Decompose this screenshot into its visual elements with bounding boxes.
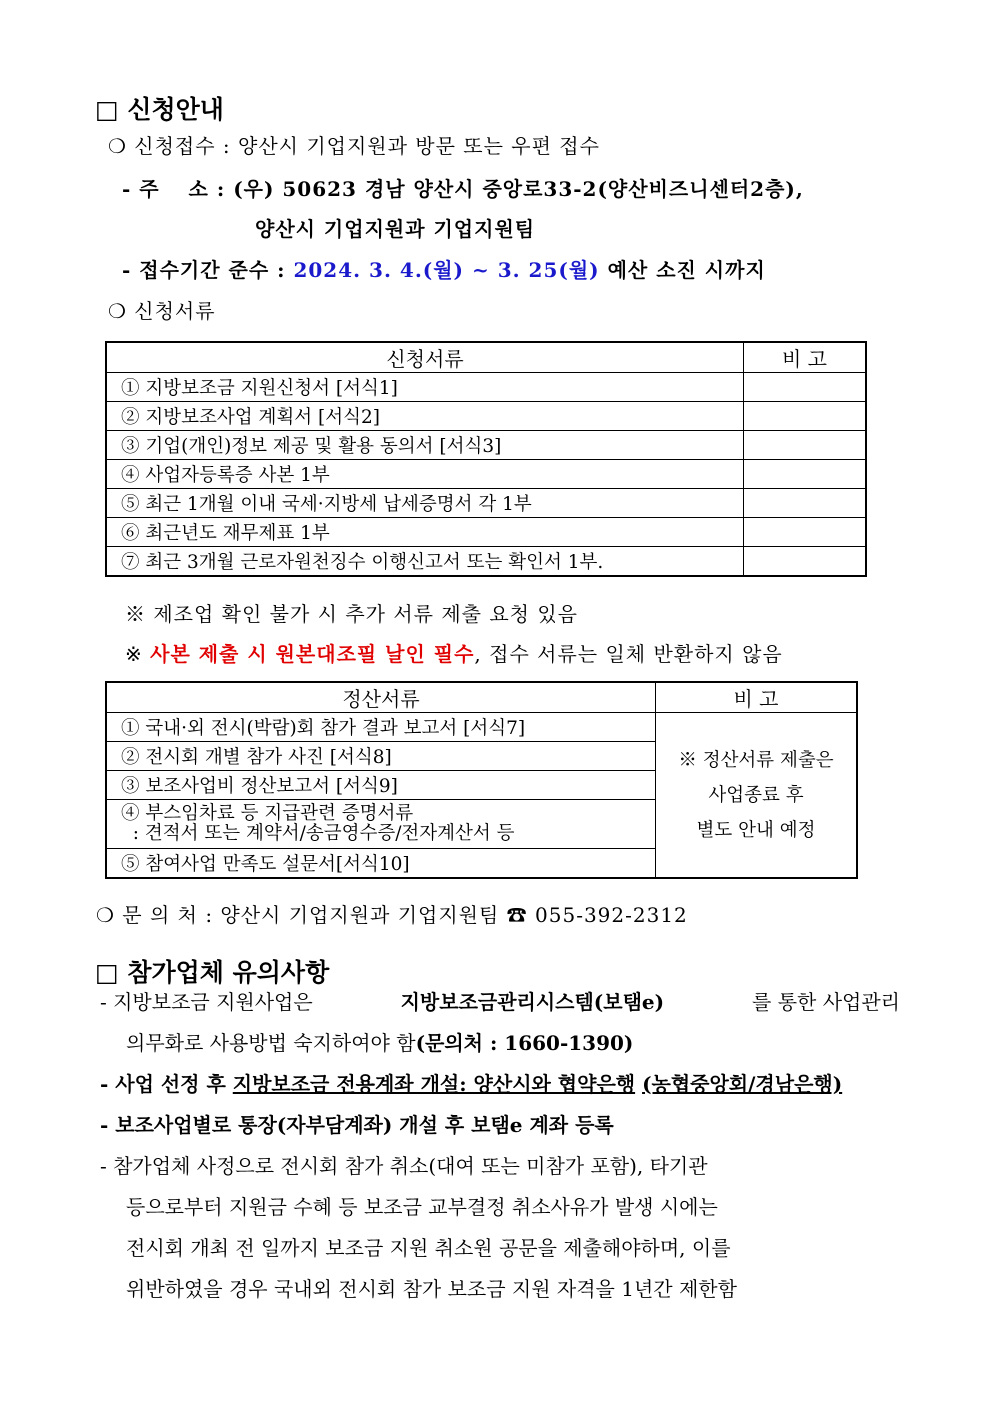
table-row: ⑤ 최근 1개월 이내 국세·지방세 납세증명서 각 1부 xyxy=(106,489,744,518)
table-row: ③ 기업(개인)정보 제공 및 활용 동의서 [서식3] xyxy=(106,431,744,460)
apply-header-remark: 비 고 xyxy=(744,342,867,373)
remark-cell xyxy=(744,518,867,547)
text-span: 의무화로 사용방법 숙지하여야 함 xyxy=(126,1031,416,1055)
remark-cell xyxy=(744,373,867,402)
period-line xyxy=(122,254,766,283)
address-value: (우) 50623 경남 양산시 중앙로33-2(양산비즈니센터2층), xyxy=(233,177,804,201)
remark-cell xyxy=(744,489,867,518)
remark-cell xyxy=(744,431,867,460)
table-row: ⑤ 참여사업 만족도 설문서[서식10] xyxy=(106,849,656,879)
address-label: - 주 소 : xyxy=(122,177,234,201)
settle-header-remark: 비 고 xyxy=(656,682,858,713)
notice-item-4-cont: 등으로부터 지원금 수혜 등 보조금 교부결정 취소사유가 발생 시에는 xyxy=(126,1195,718,1219)
contact-phone: 055-392-2312 xyxy=(527,903,688,927)
period-suffix: 예산 소진 시까지 xyxy=(599,258,766,282)
table-row xyxy=(106,800,656,849)
remark-cell xyxy=(744,402,867,431)
docs-heading: ❍ 신청서류 xyxy=(108,299,216,323)
row-sub-text: : 견적서 또는 계약서/송금영수증/전자계산서 등 xyxy=(121,823,515,844)
phone-icon: ☎ xyxy=(506,903,528,927)
text-span: (농협중앙회/경남은행) xyxy=(642,1072,843,1096)
table-row: ⑦ 최근 3개월 근로자원천징수 이행신고서 또는 확인서 1부. xyxy=(106,547,744,577)
notice-item-1-cont xyxy=(100,1023,900,1064)
notice-item-4: - 참가업체 사정으로 전시회 참가 취소(대여 또는 미참가 포함), 타기관 xyxy=(100,1154,708,1178)
settle-remark-note xyxy=(656,713,858,879)
remark-line: 사업종료 후 xyxy=(708,784,804,806)
table-row: ⑥ 최근년도 재무제표 1부 xyxy=(106,518,744,547)
notice-item-1 xyxy=(100,982,900,1023)
section-title-notices: □ 참가업체 유의사항 xyxy=(95,958,330,987)
text-span: 지방보조금관리시스템(보탬e) xyxy=(400,990,665,1014)
table-row: ② 전시회 개별 참가 사진 [서식8] xyxy=(106,742,656,771)
table-row: ② 지방보조사업 계획서 [서식2] xyxy=(106,402,744,431)
text-span: - 사업 선정 후 xyxy=(100,1072,233,1096)
reception-line: ❍ 신청접수 : 양산시 기업지원과 방문 또는 우편 접수 xyxy=(108,134,600,158)
note-red-text: 사본 제출 시 원본대조필 날인 필수 xyxy=(150,642,475,666)
text-span: 를 통한 사업관리 xyxy=(752,990,900,1014)
row-main-text: ④ 부스임차료 등 지급관련 증명서류 xyxy=(121,803,414,824)
period-dates: 2024. 3. 4.(월) ~ 3. 25(월) xyxy=(293,258,600,282)
address-line-2: 양산시 기업지원과 기업지원팀 xyxy=(255,217,536,241)
note-mark: ※ xyxy=(125,642,151,666)
contact-line xyxy=(96,899,688,928)
text-span: 지방보조금 전용계좌 개설: 양산시와 협약은행 xyxy=(232,1072,636,1096)
settle-header-docs: 정산서류 xyxy=(106,682,656,713)
text-span: - 지방보조금 지원사업은 xyxy=(100,990,313,1014)
remark-line: 별도 안내 예정 xyxy=(696,819,816,841)
notice-items xyxy=(100,982,900,1310)
note-manufacturing: ※ 제조업 확인 불가 시 추가 서류 제출 요청 있음 xyxy=(125,602,578,626)
table-row: ④ 사업자등록증 사본 1부 xyxy=(106,460,744,489)
address-line xyxy=(122,173,804,202)
remark-cell xyxy=(744,460,867,489)
remark-cell xyxy=(744,547,867,577)
text-span: (문의처 : 1660-1390) xyxy=(415,1031,634,1055)
contact-label: ❍ 문 의 처 : 양산시 기업지원과 기업지원팀 xyxy=(96,903,507,927)
table-row: ① 국내·외 전시(박람)회 참가 결과 보고서 [서식7] xyxy=(106,713,656,742)
notice-item-4-cont: 전시회 개최 전 일까지 보조금 지원 취소원 공문을 제출해야하며, 이를 xyxy=(126,1236,731,1260)
note-copy-submission xyxy=(125,638,783,667)
table-row: ① 지방보조금 지원신청서 [서식1] xyxy=(106,373,744,402)
apply-docs-table xyxy=(105,341,867,577)
remark-line: ※ 정산서류 제출은 xyxy=(678,749,834,771)
table-row: ③ 보조사업비 정산보고서 [서식9] xyxy=(106,771,656,800)
notice-item-3: - 보조사업별로 통장(자부담계좌) 개설 후 보탬e 계좌 등록 xyxy=(100,1113,614,1137)
section-title-apply-guide: □ 신청안내 xyxy=(95,95,224,124)
notice-item-2 xyxy=(100,1064,900,1105)
settle-docs-table xyxy=(105,681,858,879)
period-label: - 접수기간 준수 : xyxy=(122,258,294,282)
notice-item-4-cont: 위반하였을 경우 국내외 전시회 참가 보조금 지원 자격을 1년간 제한함 xyxy=(126,1277,737,1301)
apply-header-docs: 신청서류 xyxy=(106,342,744,373)
note-rest-text: , 접수 서류는 일체 반환하지 않음 xyxy=(474,642,783,666)
